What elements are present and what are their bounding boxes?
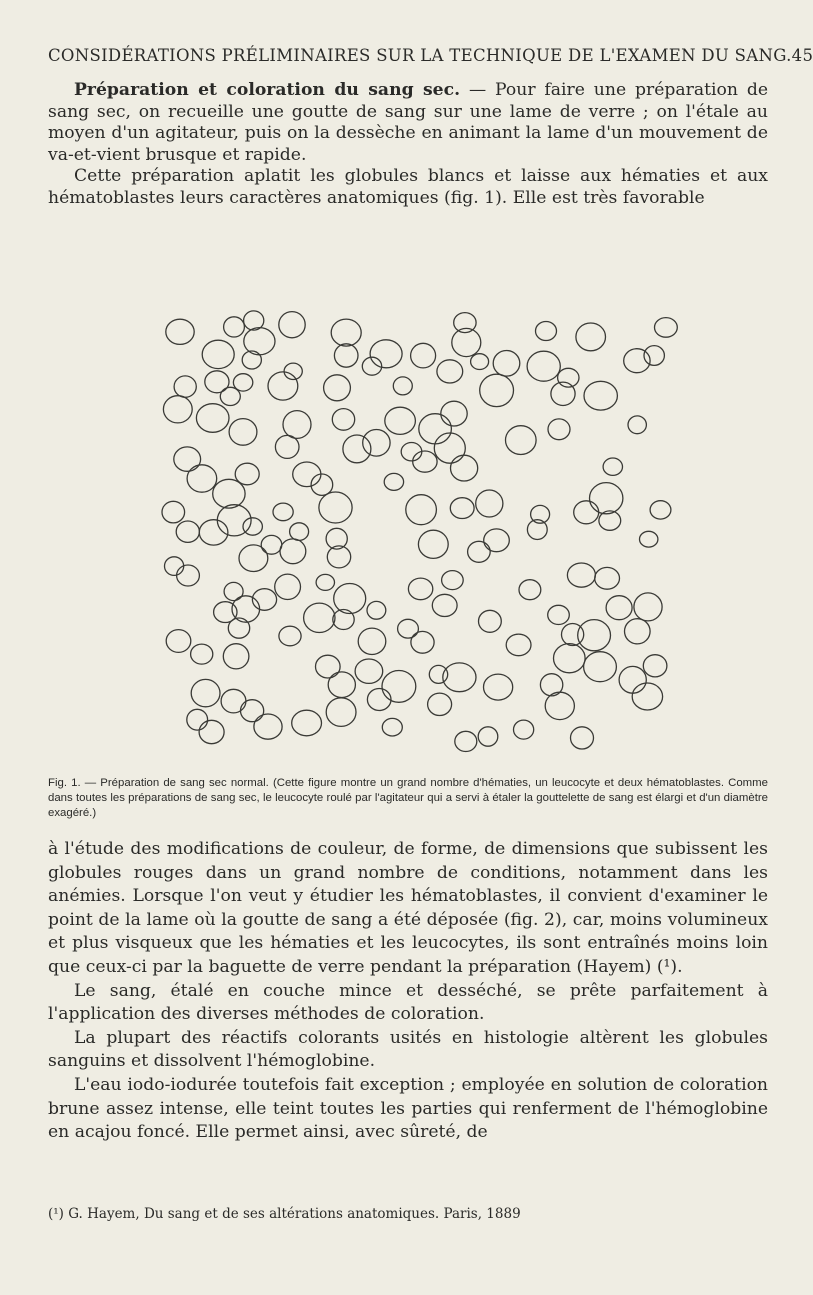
red-cell [437, 360, 463, 383]
red-cell [187, 465, 217, 492]
red-cell [628, 416, 646, 434]
red-cell [384, 473, 403, 490]
red-cell [165, 557, 184, 576]
red-cell [441, 401, 467, 426]
red-cell [640, 531, 658, 547]
red-cell [455, 731, 477, 751]
red-cell [324, 375, 351, 401]
red-cell [220, 387, 240, 405]
red-cell [191, 644, 213, 664]
red-cell [224, 582, 243, 600]
red-cell [196, 404, 229, 433]
red-cell [584, 381, 617, 410]
red-cell [331, 319, 361, 346]
intro-paragraph [48, 80, 768, 166]
red-cell [419, 414, 452, 444]
red-cell [574, 501, 599, 524]
red-cell [214, 602, 237, 623]
red-cell [280, 539, 306, 564]
red-cell [177, 565, 200, 586]
section-title: Préparation et coloration du sang sec. [74, 80, 461, 100]
red-cell [476, 490, 503, 517]
red-cell [174, 447, 201, 471]
red-cell [411, 343, 436, 368]
red-cell [418, 530, 448, 558]
red-cell [527, 351, 560, 381]
red-cell [174, 376, 196, 397]
red-cell [590, 483, 623, 514]
red-cell [408, 578, 432, 600]
red-cell [519, 580, 541, 600]
red-cell [244, 311, 264, 330]
red-cell [603, 458, 622, 475]
red-cell [367, 689, 391, 711]
red-cell [595, 567, 620, 589]
red-cell [370, 340, 402, 368]
red-cell [644, 346, 664, 366]
red-cell [261, 535, 282, 554]
red-cell [506, 426, 537, 455]
red-cell [428, 693, 452, 715]
red-cell [401, 443, 422, 461]
red-cell [273, 503, 293, 521]
red-cell [619, 666, 646, 693]
red-cell [468, 541, 491, 562]
body-text [48, 838, 768, 1145]
red-cell [454, 313, 476, 333]
footnote: (¹) G. Hayem, Du sang et de ses altérations anatomiques. Paris, 1889 [48, 1206, 521, 1222]
red-cell [205, 371, 229, 393]
red-cell [506, 634, 531, 656]
red-cell [191, 679, 220, 706]
red-cell [326, 698, 356, 727]
red-cell [162, 501, 185, 523]
red-cell [650, 501, 671, 519]
red-cell [584, 652, 617, 682]
red-cell [606, 596, 632, 620]
red-cell [304, 603, 335, 632]
red-cell [213, 479, 245, 508]
red-cell [567, 563, 595, 587]
red-cell [411, 631, 434, 653]
red-cell [478, 727, 498, 746]
red-cell [223, 644, 249, 669]
red-cell [290, 523, 309, 541]
red-cell [536, 322, 557, 341]
figure-caption: Fig. 1. — Préparation de sang sec normal. (Cette figure montre un grand nombre d'hématies, un leucocyte et deux hématoblastes. Comme dans toutes les préparations de sang sec, le leucocyte roulé par l'agitateur qui a servi à étaler la gouttelette de sang est élargi et d'un diamètre exagéré.) [48, 777, 768, 819]
running-title: CONSIDÉRATIONS PRÉLIMINAIRES SUR LA TECHNIQUE DE L'EXAMEN DU SANG. [48, 46, 792, 65]
red-cell [480, 374, 514, 406]
red-cell [244, 328, 275, 355]
body-paragraph-3: La plupart des réactifs colorants usités en histologie altèrent les globules sanguins et dissolvent l'hémoglobine. [48, 1027, 768, 1072]
page-number: 45 [791, 46, 813, 65]
red-cell [382, 718, 402, 736]
red-cell [279, 312, 305, 338]
red-cell [578, 620, 611, 651]
red-cell [406, 495, 437, 525]
red-cell [484, 674, 513, 700]
red-cell [393, 377, 412, 395]
red-cell [202, 340, 234, 368]
red-cell [316, 655, 341, 678]
red-cell [385, 407, 416, 434]
red-cell [554, 644, 586, 673]
red-cell [254, 714, 282, 739]
red-cell [283, 411, 311, 439]
red-cell [358, 628, 386, 654]
red-cell [514, 720, 534, 739]
red-cell [334, 584, 366, 614]
red-cell [166, 319, 194, 344]
red-cell [293, 462, 321, 487]
red-cell [166, 630, 191, 653]
red-cell [275, 574, 301, 599]
red-cell [363, 430, 390, 457]
red-cell [484, 529, 510, 552]
intro-paragraph-text: — Pour faire une préparation de sang sec, on recueille une goutte de sang sur une lame de verre ; on l'étale au moyen d'un agitateur, puis on la dessèche en animant la lame d'un mouvement de va-et-vient brusque et rapide. [48, 80, 768, 165]
red-cell [632, 683, 662, 710]
red-cell [562, 624, 584, 646]
red-cell [558, 368, 579, 387]
figure-1 [150, 298, 690, 778]
red-cell [398, 619, 419, 638]
red-cell [643, 655, 667, 677]
red-cell [545, 692, 574, 719]
red-cell [199, 720, 224, 743]
intro-section [48, 80, 768, 210]
red-cell [367, 601, 386, 619]
red-cell [548, 419, 570, 440]
red-cell [655, 318, 678, 338]
red-cell [284, 363, 302, 379]
red-cell [493, 351, 520, 377]
red-cell [221, 689, 246, 713]
red-cell [279, 626, 301, 646]
red-cell [576, 323, 606, 351]
red-cell [432, 594, 457, 616]
running-header [48, 46, 813, 65]
red-cell [163, 396, 192, 423]
red-cell [571, 727, 594, 749]
red-cell [634, 593, 662, 621]
red-cell [316, 574, 334, 590]
red-cell [429, 665, 447, 683]
red-cell [239, 545, 268, 572]
intro-paragraph-2: Cette préparation aplatit les globules blancs et laisse aux hématies et aux hématoblastes leurs caractères anatomiques (fig. 1). Elle est très favorable [48, 166, 768, 208]
red-cell [268, 372, 298, 400]
red-cell [451, 455, 478, 481]
red-cell [176, 521, 199, 542]
red-cell [328, 672, 355, 698]
red-cell [334, 344, 358, 367]
body-paragraph-1: à l'étude des modifications de couleur, de forme, de dimensions que subissent les globules rouges dans un grand nombre de conditions, notamment dans les anémies. Lorsque l'on veut y étudier les hématoblastes, il convient d'examiner le point de la lame où la goutte de sang a été déposée (fig. 2), car, moins volumineux et plus visqueux que les hématies et les leucocytes, ils sont entraînés moins loin que ceux-ci par la baguette de verre pendant la préparation (Hayem) (¹). [48, 839, 768, 977]
red-cell [625, 619, 651, 644]
red-cell [471, 354, 489, 370]
red-cell [241, 700, 264, 722]
red-cell [319, 492, 352, 523]
red-cell [382, 671, 416, 703]
body-paragraph-4: L'eau iodo-iodurée toutefois fait exception ; employée en solution de coloration brune assez intense, elle teint toutes les parties qui renferment de l'hémoglobine en acajou foncé. Elle permet ainsi, avec sûreté, de [48, 1074, 768, 1143]
red-cell [413, 451, 437, 472]
red-cell [442, 571, 464, 590]
red-cell [187, 709, 208, 730]
red-cell [224, 317, 245, 337]
red-cell [434, 433, 465, 463]
red-cell [548, 605, 570, 624]
red-cell [450, 498, 474, 519]
blood-smear-illustration [150, 298, 690, 778]
red-cell [343, 435, 371, 463]
red-cell [479, 610, 502, 632]
body-paragraph-2: Le sang, étalé en couche mince et desséché, se prête parfaitement à l'application des diverses méthodes de coloration. [48, 980, 768, 1025]
red-cell [235, 463, 259, 485]
red-cell [229, 419, 257, 446]
red-cell [332, 409, 354, 431]
red-cell [355, 659, 383, 683]
red-cell [243, 518, 262, 535]
red-cell [292, 710, 322, 736]
